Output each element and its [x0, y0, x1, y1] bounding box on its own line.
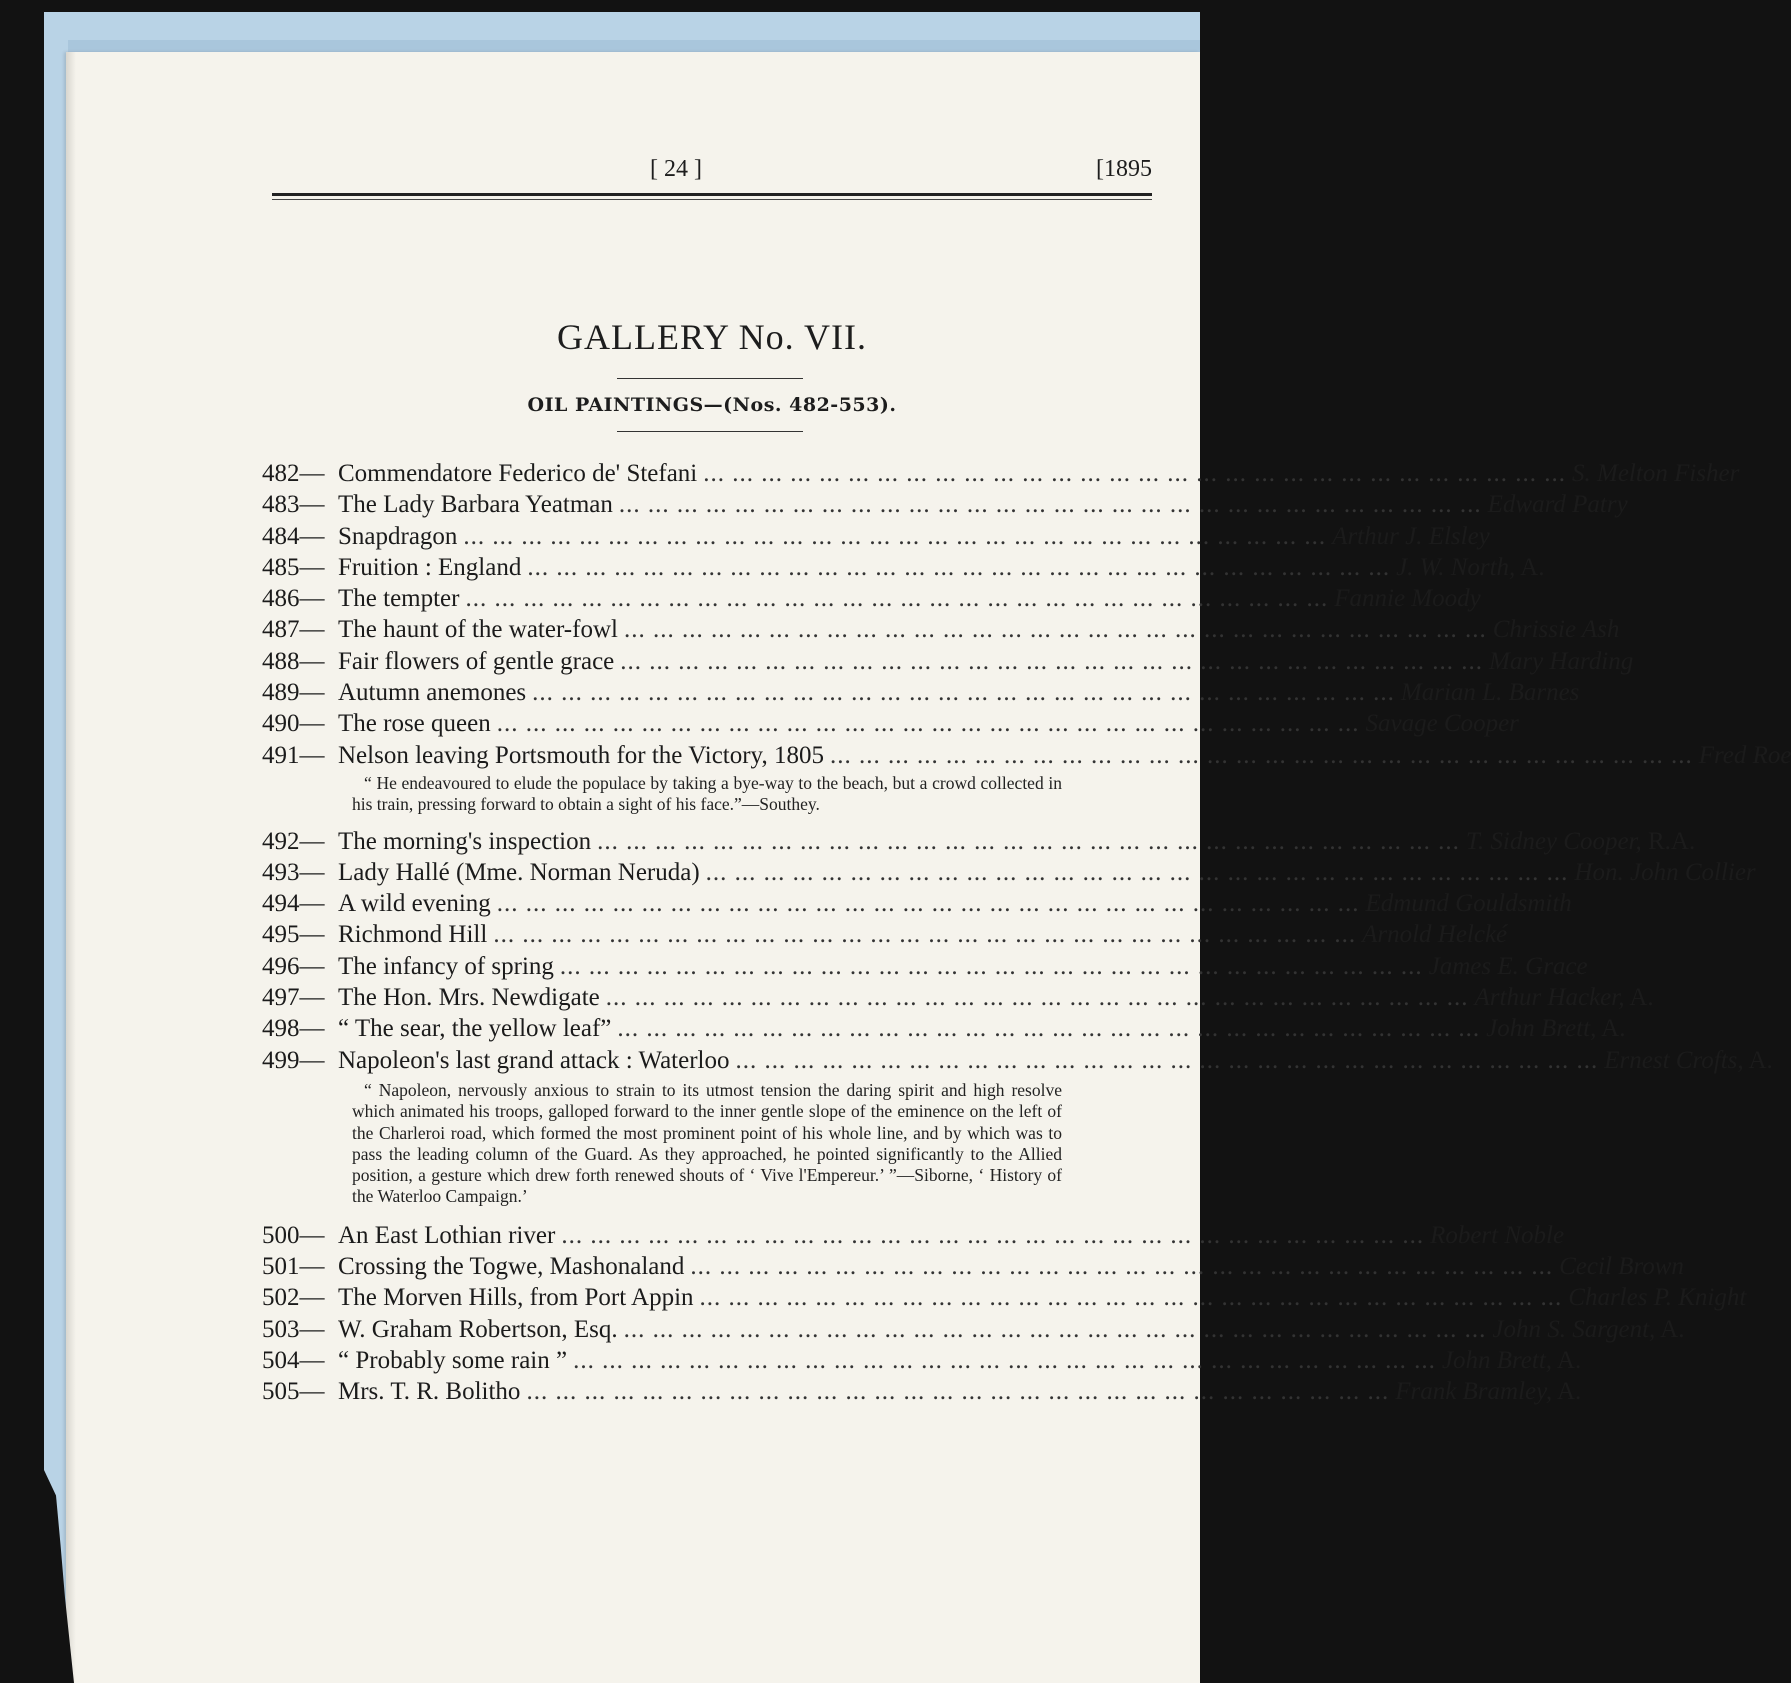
catalogue-entry: [262, 1045, 1773, 1076]
entry-group-2: [262, 826, 1773, 1076]
page-subtitle: OIL PAINTINGS—(Nos. 482-553).: [527, 394, 897, 416]
entry-number: 505—: [262, 1378, 325, 1406]
entry-title: Nelson leaving Portsmouth for the Victory, 1805: [338, 741, 824, 769]
quote-siborne-text: “ Napoleon, nervously anxious to strain to its utmost tension the daring spirit and high resolve which animated his troops, galloped forward to the inner gentle slope of the eminence on the left of the Charleroi road, which formed the most prominent point of his whole line, and by which was to pass the leading column of the Guard. As they approached, he pointed significantly to the Allied position, a gesture which drew forth renewed shouts of ‘ Vive l'Empereur.’ ”—Siborne, ‘ History of the Waterloo Campaign.’: [352, 1079, 1062, 1207]
dot-leader: ... ... ... ... ... ... ... ... ... ... ... ... ... ... ... ... ... ... ... ... ... ... ... ... ... ... ... ... ... ...: [573, 1346, 1436, 1374]
entry-title: The tempter: [338, 585, 460, 613]
entry-number: 504—: [262, 1346, 325, 1374]
entry-group-3: [262, 1220, 1747, 1408]
entry-artist: [1568, 1282, 1746, 1313]
entry-number: 502—: [262, 1284, 325, 1312]
dot-leader: ... ... ... ... ... ... ... ... ... ... ... ... ... ... ... ... ... ... ... ... ... ... ... ... ... ... ... ... ... ...: [605, 984, 1469, 1012]
entry-artist-name: Frank Bramley,: [1395, 1378, 1553, 1406]
entry-artist-name: Ernest Crofts,: [1604, 1046, 1744, 1074]
entry-artist: [1488, 489, 1628, 520]
entry-number: 486—: [262, 585, 325, 613]
dot-leader: ... ... ... ... ... ... ... ... ... ... ... ... ... ... ... ... ... ... ... ... ... ... ... ... ... ... ... ... ... ...: [465, 585, 1329, 613]
entry-artist-rank: A.: [1552, 1346, 1582, 1374]
entry-artist: [1334, 583, 1480, 614]
entry-artist-name: Cecil Brown: [1559, 1253, 1684, 1281]
entry-artist: [1365, 708, 1518, 739]
entry-number: 499—: [262, 1046, 325, 1074]
entry-number: 484—: [262, 522, 325, 550]
page-year: [1895: [1096, 156, 1152, 182]
entry-artist-name: Mary Harding: [1489, 647, 1634, 675]
dot-leader: ... ... ... ... ... ... ... ... ... ... ... ... ... ... ... ... ... ... ... ... ... ... ... ... ... ... ... ... ... ...: [623, 1315, 1487, 1343]
catalogue-entry: [262, 1314, 1685, 1345]
quote-siborne: [352, 1080, 1062, 1208]
entry-title: The haunt of the water-fowl: [338, 616, 618, 644]
catalogue-entry: [262, 1251, 1684, 1282]
catalogue-entry: [262, 489, 1628, 520]
entry-title: “ Probably some rain ”: [338, 1346, 568, 1374]
catalogue-entry: [262, 888, 1572, 919]
entry-artist: [1604, 1045, 1773, 1076]
entry-artist-name: Arnold Helcké: [1362, 921, 1508, 949]
dot-leader: ... ... ... ... ... ... ... ... ... ... ... ... ... ... ... ... ... ... ... ... ... ... ... ... ... ... ... ... ... ...: [496, 890, 1360, 918]
page-header: [272, 156, 1152, 192]
catalogue-entry: [262, 708, 1519, 739]
entry-artist-name: Arthur J. Elsley: [1332, 522, 1490, 550]
entry-title: The infancy of spring: [338, 952, 554, 980]
entry-title: The rose queen: [338, 710, 491, 738]
entry-number: 494—: [262, 890, 325, 918]
dot-leader: ... ... ... ... ... ... ... ... ... ... ... ... ... ... ... ... ... ... ... ... ... ... ... ... ... ... ... ... ... ...: [735, 1046, 1599, 1074]
entry-artist: [1466, 826, 1695, 857]
entry-artist-rank: A.: [1552, 1378, 1582, 1406]
dot-leader: ... ... ... ... ... ... ... ... ... ... ... ... ... ... ... ... ... ... ... ... ... ... ... ... ... ... ... ... ... ...: [690, 1253, 1554, 1281]
entry-artist-name: Marian L. Barnes: [1400, 679, 1580, 707]
entry-artist-name: John Brett,: [1441, 1346, 1553, 1374]
entry-artist: [1429, 951, 1588, 982]
catalogue-entry: [262, 740, 1791, 771]
entry-artist-name: Fred Roe: [1698, 741, 1791, 769]
entry-artist-name: Savage Cooper: [1365, 710, 1519, 738]
entry-artist-name: Fannie Moody: [1334, 585, 1481, 613]
entry-title: The Lady Barbara Yeatman: [338, 491, 613, 519]
entry-artist: [1574, 857, 1755, 888]
entry-title: An East Lothian river: [338, 1221, 556, 1249]
header-rule: [272, 193, 1152, 196]
page-number: [ 24 ]: [650, 156, 702, 182]
entry-artist: [1366, 888, 1572, 919]
catalogue-entry: [262, 583, 1481, 614]
entry-artist: [1572, 458, 1739, 489]
catalogue-entry: [262, 1282, 1747, 1313]
entry-artist: [1699, 740, 1791, 771]
dot-leader: ... ... ... ... ... ... ... ... ... ... ... ... ... ... ... ... ... ... ... ... ... ... ... ... ... ... ... ... ... ...: [699, 1284, 1563, 1312]
subtitle-rule-top: [617, 378, 803, 379]
catalogue-entry: [262, 458, 1740, 489]
dot-leader: ... ... ... ... ... ... ... ... ... ... ... ... ... ... ... ... ... ... ... ... ... ... ... ... ... ... ... ... ... ...: [623, 616, 1487, 644]
entry-artist: [1559, 1251, 1684, 1282]
dot-leader: ... ... ... ... ... ... ... ... ... ... ... ... ... ... ... ... ... ... ... ... ... ... ... ... ... ... ... ... ... ...: [526, 1378, 1390, 1406]
entry-artist-rank: R.A.: [1641, 827, 1696, 855]
entry-artist-name: Charles P. Knight: [1568, 1284, 1747, 1312]
catalogue-entry: [262, 1345, 1582, 1376]
entry-artist: [1493, 614, 1620, 645]
catalogue-entry: [262, 857, 1756, 888]
entry-number: 493—: [262, 858, 325, 886]
catalogue-entry: [262, 552, 1545, 583]
entry-title: Mrs. T. R. Bolitho: [338, 1378, 521, 1406]
entry-title: Commendatore Federico de' Stefani: [338, 460, 698, 487]
entry-artist-rank: A.: [1624, 984, 1654, 1012]
page-spine-shadow: [66, 52, 76, 1683]
entry-number: 483—: [262, 491, 325, 519]
catalogue-entry: [262, 919, 1508, 950]
entry-number: 485—: [262, 553, 325, 581]
entry-artist-rank: A.: [1515, 553, 1545, 581]
entry-number: 503—: [262, 1315, 325, 1343]
subtitle-rule-bottom: [617, 431, 803, 432]
entry-title: Napoleon's last grand attack : Waterloo: [338, 1046, 730, 1074]
entry-artist-name: T. Sidney Cooper,: [1465, 827, 1642, 855]
catalogue-entry: [262, 646, 1634, 677]
entry-artist-name: J. W. North,: [1396, 553, 1516, 581]
entry-title: The morning's inspection: [338, 827, 592, 855]
entry-artist: [1442, 1345, 1581, 1376]
entry-artist-name: Chrissie Ash: [1492, 616, 1620, 644]
entry-artist-name: Hon. John Collier: [1574, 858, 1756, 886]
entry-title: A wild evening: [338, 890, 491, 918]
entry-artist-name: Robert Noble: [1430, 1221, 1565, 1249]
entry-title: Snapdragon: [338, 522, 458, 550]
entry-artist: [1486, 1013, 1625, 1044]
entry-title: Autumn anemones: [338, 679, 527, 707]
entry-number: 495—: [262, 921, 325, 949]
header-rule-thin: [272, 199, 1152, 200]
entry-artist-rank: A.: [1743, 1046, 1773, 1074]
entry-title: Richmond Hill: [338, 921, 488, 949]
entry-artist: [1332, 521, 1490, 552]
entry-number: 492—: [262, 827, 325, 855]
entry-title: Lady Hallé (Mme. Norman Neruda): [338, 858, 700, 886]
dot-leader: ... ... ... ... ... ... ... ... ... ... ... ... ... ... ... ... ... ... ... ... ... ... ... ... ... ... ... ... ... ...: [532, 679, 1395, 707]
entry-artist-name: John Brett,: [1486, 1015, 1597, 1043]
catalogue-entry: [262, 1013, 1626, 1044]
entry-number: 487—: [262, 616, 325, 644]
entry-number: 501—: [262, 1253, 325, 1281]
catalogue-list: [262, 458, 1791, 1408]
catalogue-entry: [262, 521, 1490, 552]
dot-leader: ... ... ... ... ... ... ... ... ... ... ... ... ... ... ... ... ... ... ... ... ... ... ... ... ... ... ... ... ... ...: [561, 1221, 1425, 1249]
entry-artist: [1396, 552, 1544, 583]
entry-title: Fruition : England: [338, 553, 522, 581]
entry-artist-rank: A.: [1596, 1015, 1626, 1043]
dot-leader: ... ... ... ... ... ... ... ... ... ... ... ... ... ... ... ... ... ... ... ... ... ... ... ... ... ... ... ... ... ...: [705, 858, 1569, 886]
dot-leader: ... ... ... ... ... ... ... ... ... ... ... ... ... ... ... ... ... ... ... ... ... ... ... ... ... ... ... ... ... ...: [618, 491, 1482, 519]
dot-leader: ... ... ... ... ... ... ... ... ... ... ... ... ... ... ... ... ... ... ... ... ... ... ... ... ... ... ... ... ... ...: [829, 741, 1693, 769]
entry-artist: [1489, 646, 1633, 677]
entry-artist: [1475, 982, 1654, 1013]
entry-number: 498—: [262, 1015, 325, 1043]
entry-artist-name: John S. Sargent,: [1492, 1315, 1656, 1343]
catalogue-entry: [262, 1376, 1582, 1407]
dot-leader: ... ... ... ... ... ... ... ... ... ... ... ... ... ... ... ... ... ... ... ... ... ... ... ... ... ... ... ... ... ...: [620, 647, 1484, 675]
entry-number: 490—: [262, 710, 325, 738]
entry-artist: [1430, 1220, 1564, 1251]
page-title: GALLERY No. VII.: [557, 317, 867, 357]
dot-leader: ... ... ... ... ... ... ... ... ... ... ... ... ... ... ... ... ... ... ... ... ... ... ... ... ... ... ... ... ... ...: [703, 460, 1567, 487]
quote-southey-text: “ He endeavoured to elude the populace by taking a bye-way to the beach, but a crowd collected in his train, pressing forward to obtain a sight of his face.”—Southey.: [352, 772, 1062, 815]
entry-artist: [1492, 1314, 1684, 1345]
catalogue-entry: [262, 826, 1696, 857]
dot-leader: ... ... ... ... ... ... ... ... ... ... ... ... ... ... ... ... ... ... ... ... ... ... ... ... ... ... ... ... ... ...: [463, 522, 1327, 550]
quote-southey: [352, 773, 1062, 816]
catalogue-entry: [262, 951, 1588, 982]
dot-leader: ... ... ... ... ... ... ... ... ... ... ... ... ... ... ... ... ... ... ... ... ... ... ... ... ... ... ... ... ... ...: [559, 952, 1423, 980]
entry-number: 491—: [262, 741, 325, 769]
entry-number: 496—: [262, 952, 325, 980]
dot-leader: ... ... ... ... ... ... ... ... ... ... ... ... ... ... ... ... ... ... ... ... ... ... ... ... ... ... ... ... ... ...: [617, 1015, 1481, 1043]
entry-group-1: [262, 458, 1791, 771]
dot-leader: ... ... ... ... ... ... ... ... ... ... ... ... ... ... ... ... ... ... ... ... ... ... ... ... ... ... ... ... ... ...: [496, 710, 1360, 738]
entry-number: 488—: [262, 647, 325, 675]
entry-artist: [1401, 677, 1579, 708]
dot-leader: ... ... ... ... ... ... ... ... ... ... ... ... ... ... ... ... ... ... ... ... ... ... ... ... ... ... ... ... ... ...: [527, 553, 1391, 581]
catalogue-entry: [262, 982, 1654, 1013]
entry-title: The Hon. Mrs. Newdigate: [338, 984, 600, 1012]
entry-artist-name: S. Melton Fisher: [1572, 460, 1740, 487]
entry-artist-name: Edmund Gouldsmith: [1365, 890, 1572, 918]
catalogue-entry: [262, 677, 1580, 708]
entry-title: W. Graham Robertson, Esq.: [338, 1315, 618, 1343]
entry-artist-name: James E. Grace: [1428, 952, 1588, 980]
dot-leader: ... ... ... ... ... ... ... ... ... ... ... ... ... ... ... ... ... ... ... ... ... ... ... ... ... ... ... ... ... ...: [597, 827, 1460, 855]
entry-title: Fair flowers of gentle grace: [338, 647, 615, 675]
entry-artist: [1395, 1376, 1581, 1407]
entry-title: The Morven Hills, from Port Appin: [338, 1284, 694, 1312]
catalogue-entry: [262, 614, 1620, 645]
entry-title: “ The sear, the yellow leaf”: [338, 1015, 612, 1043]
entry-artist-name: Edward Patry: [1487, 491, 1628, 519]
entry-number: 482—: [262, 460, 325, 487]
entry-artist: [1362, 919, 1507, 950]
entry-title: Crossing the Togwe, Mashonaland: [338, 1253, 685, 1281]
entry-number: 500—: [262, 1221, 325, 1249]
entry-artist-name: Arthur Hacker,: [1474, 984, 1625, 1012]
entry-artist-rank: A.: [1655, 1315, 1685, 1343]
catalogue-entry: [262, 1220, 1565, 1251]
entry-number: 497—: [262, 984, 325, 1012]
dot-leader: ... ... ... ... ... ... ... ... ... ... ... ... ... ... ... ... ... ... ... ... ... ... ... ... ... ... ... ... ... ...: [493, 921, 1357, 949]
entry-number: 489—: [262, 679, 325, 707]
